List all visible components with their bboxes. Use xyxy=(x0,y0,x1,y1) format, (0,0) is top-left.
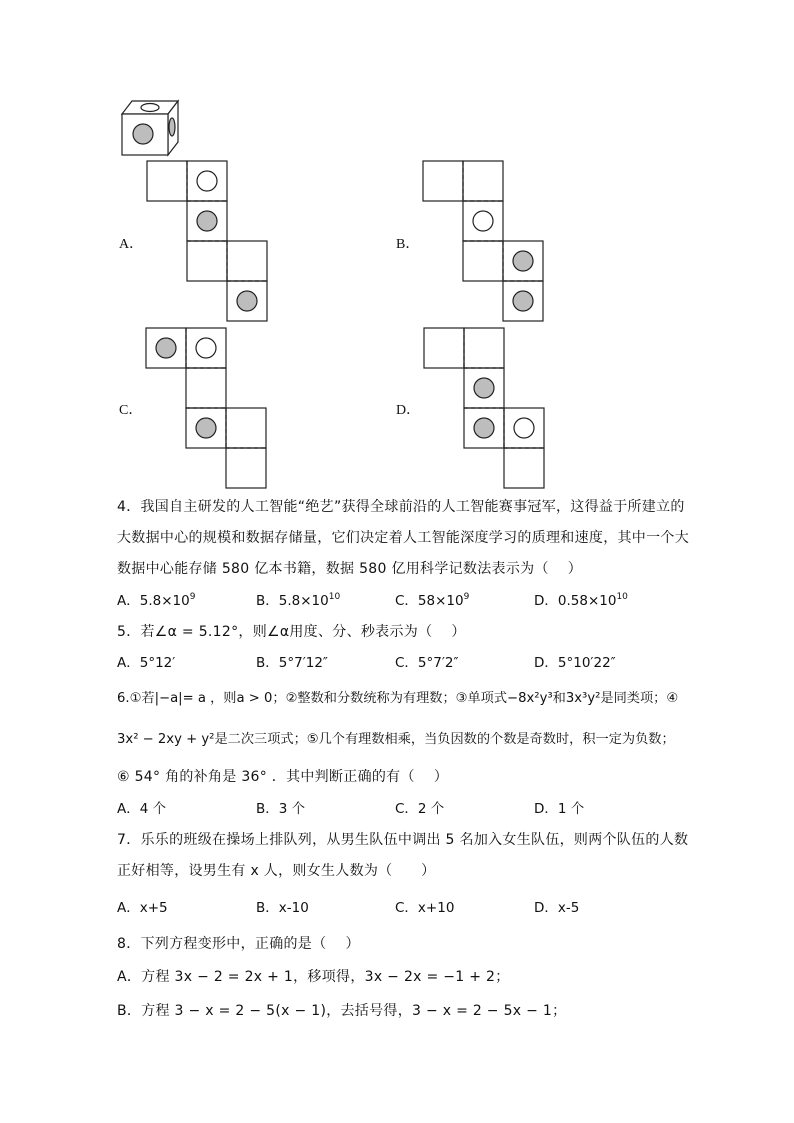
net-a xyxy=(147,161,267,321)
q8-option-b[interactable]: B．方程 3 − x = 2 − 5(x − 1)，去括号得，3 − x = 2 − 5x − 1； xyxy=(117,1003,567,1019)
q5-option-a[interactable]: A．5°12′ xyxy=(117,655,176,671)
q7-option-d[interactable]: D．x-5 xyxy=(534,900,580,916)
q4-option-d[interactable] xyxy=(534,591,628,611)
q6-option-a[interactable]: A．4 个 xyxy=(117,801,167,817)
figure-option-a-label: A． xyxy=(119,237,144,252)
reference-cube xyxy=(122,101,178,155)
net-b xyxy=(423,161,543,321)
q4-option-a[interactable] xyxy=(117,591,195,611)
q7-option-a[interactable]: A．x+5 xyxy=(117,900,168,916)
q7-option-b[interactable]: B．x-10 xyxy=(256,900,309,916)
q4-option-c-exponent: 9 xyxy=(463,592,470,602)
figure-option-b-label: B． xyxy=(396,237,420,252)
figure-option-c-label: C． xyxy=(119,403,143,418)
figure-option-d-label: D． xyxy=(396,403,421,418)
q7-text-line-2: 正好相等，设男生有 x 人，则女生人数为（ ） xyxy=(117,863,436,879)
q6-text-line-1: 6.①若|−a|= a ，则a > 0；②整数和分数统称为有理数；③单项式−8x²y³和3x³y²是同类项；④ xyxy=(117,691,679,706)
q4-option-b-exponent: 10 xyxy=(328,592,341,602)
q8-option-a[interactable]: A．方程 3x − 2 = 2x + 1，移项得，3x − 2x = −1 + 2； xyxy=(117,969,510,985)
q5-text: 5．若∠α = 5.12°，则∠α用度、分、秒表示为（ ） xyxy=(117,624,466,640)
net-c xyxy=(146,328,266,488)
q6-text-line-2: 3x² − 2xy + y²是二次三项式；⑤几个有理数相乘，当负因数的个数是奇数时，积一定为负数； xyxy=(117,732,675,747)
q4-text-line-3: 数据中心能存储 580 亿本书籍，数据 580 亿用科学记数法表示为（ ） xyxy=(117,561,583,577)
q4-option-c[interactable] xyxy=(395,591,469,611)
q8-text: 8．下列方程变形中，正确的是（ ） xyxy=(117,936,360,952)
q6-option-c[interactable]: C．2 个 xyxy=(395,801,445,817)
q4-option-d-text: D．0.58×10 xyxy=(534,593,617,609)
q4-option-a-exponent: 9 xyxy=(189,592,196,602)
net-d xyxy=(424,328,544,488)
q4-option-b[interactable] xyxy=(256,591,340,611)
q4-option-a-text: A．5.8×10 xyxy=(117,593,190,609)
q5-option-b[interactable]: B．5°7′12″ xyxy=(256,655,328,671)
q4-option-b-text: B．5.8×10 xyxy=(256,593,329,609)
q7-text-line-1: 7．乐乐的班级在操场上排队列，从男生队伍中调出 5 名加入女生队伍，则两个队伍的人数 xyxy=(117,832,689,848)
q5-option-c[interactable]: C．5°7′2″ xyxy=(395,655,459,671)
q5-option-d[interactable]: D．5°10′22″ xyxy=(534,655,616,671)
q4-text-line-2: 大数据中心的规模和数据存储量，它们决定着人工智能深度学习的质理和速度，其中一个大 xyxy=(117,530,689,546)
q6-option-d[interactable]: D．1 个 xyxy=(534,801,585,817)
q6-option-b[interactable]: B．3 个 xyxy=(256,801,306,817)
q7-option-c[interactable]: C．x+10 xyxy=(395,900,455,916)
q4-text-line-1: 4．我国自主研发的人工智能“绝艺”获得全球前沿的人工智能赛事冠军，这得益于所建立的 xyxy=(117,499,685,515)
q4-option-d-exponent: 10 xyxy=(616,592,628,602)
q6-text-line-3: ⑥ 54° 角的补角是 36° ．其中判断正确的有（ ） xyxy=(117,769,449,785)
q4-option-c-text: C．58×10 xyxy=(395,593,464,609)
